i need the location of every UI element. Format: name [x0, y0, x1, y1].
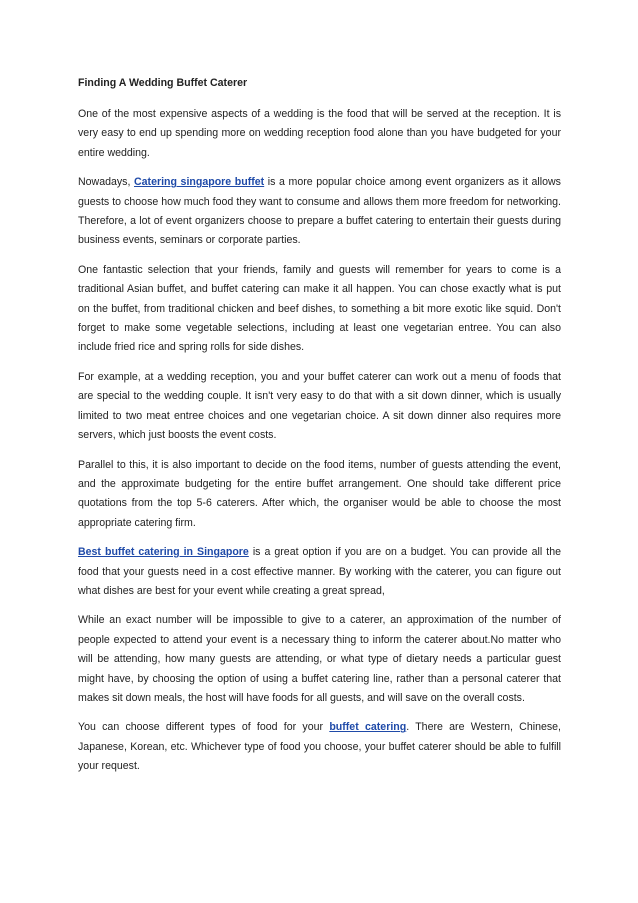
paragraph-text: One fantastic selection that your friends, family and guests will remember for years to come is a traditional Asian buffet, and buffet catering can make it all happen. You can chose exactly what is put on the buffet, from traditional chicken and beef dishes, to something a bit more exotic like squid. Don't forget to make some vegetable selections, including at least one vegetarian entree. You can also include fried rice and spring rolls for side dishes.	[78, 263, 561, 354]
paragraph-text: For example, at a wedding reception, you and your buffet caterer can work out a menu of foods that are special to the wedding couple. It isn't very easy to do that with a sit down dinner, which is usually limited to two meat entree choices and one vegetarian choice. A sit down dinner also requires more servers, which just boosts the event costs.	[78, 370, 561, 442]
paragraph-text: . There are Western, Chinese, Japanese, Korean, etc. Whichever type of food you choose, your buffet caterer should be able to fulfill your request.	[78, 721, 561, 773]
paragraph-text: One of the most expensive aspects of a wedding is the food that will be served at the reception. It is very easy to end up spending more on wedding reception food alone than you have budgeted for your entire wedding.	[78, 108, 561, 159]
paragraph-text: is a more popular choice among event organizers as it allows guests to choose how much food they want to consume and allows them more freedom for networking. Therefore, a lot of event organizers choose to prepare a buffet catering to entertain their guests during business events, seminars or corporate parties.	[78, 176, 561, 247]
paragraph-text: You can choose different types of food for your	[78, 721, 330, 734]
document-title: Finding A Wedding Buffet Caterer	[78, 77, 248, 89]
best-buffet-catering-link[interactable]: Best buffet catering in Singapore	[78, 546, 249, 559]
paragraph-5	[78, 456, 561, 534]
paragraph-text: While an exact number will be impossible to give to a caterer, an approximation of the number of people expected to attend your event is a necessary thing to inform the caterer about.No matter who will be attending, how many guests are attending, or what type of dietary needs a particular guest might have, by choosing the option of using a buffet catering line, rather than a personal caterer that makes sit down meals, the host will have foods for all guests, and will save on the overall costs.	[78, 614, 561, 704]
paragraph-text: Nowadays,	[78, 176, 134, 189]
document-body	[78, 76, 561, 787]
paragraph-6	[78, 543, 561, 601]
paragraph-2	[78, 173, 561, 251]
paragraph-8	[78, 718, 561, 776]
paragraph-text: is a great option if you are on a budget. You can provide all the food that your guests need in a cost effective manner. By working with the caterer, you can figure out what dishes are best for your event while creating a great spread,	[78, 546, 561, 597]
paragraph-7	[78, 611, 561, 708]
paragraph-4	[78, 368, 561, 446]
paragraph-3	[78, 261, 561, 358]
paragraph-1	[78, 105, 561, 163]
catering-singapore-buffet-link[interactable]: Catering singapore buffet	[134, 176, 265, 189]
paragraph-text: Parallel to this, it is also important to decide on the food items, number of guests attending the event, and the approximate budgeting for the entire buffet arrangement. One should take different price quotations from the top 5-6 caterers. After which, the organiser would be able to choose the most appropriate catering firm.	[78, 458, 561, 529]
buffet-catering-link[interactable]: buffet catering	[329, 721, 407, 734]
